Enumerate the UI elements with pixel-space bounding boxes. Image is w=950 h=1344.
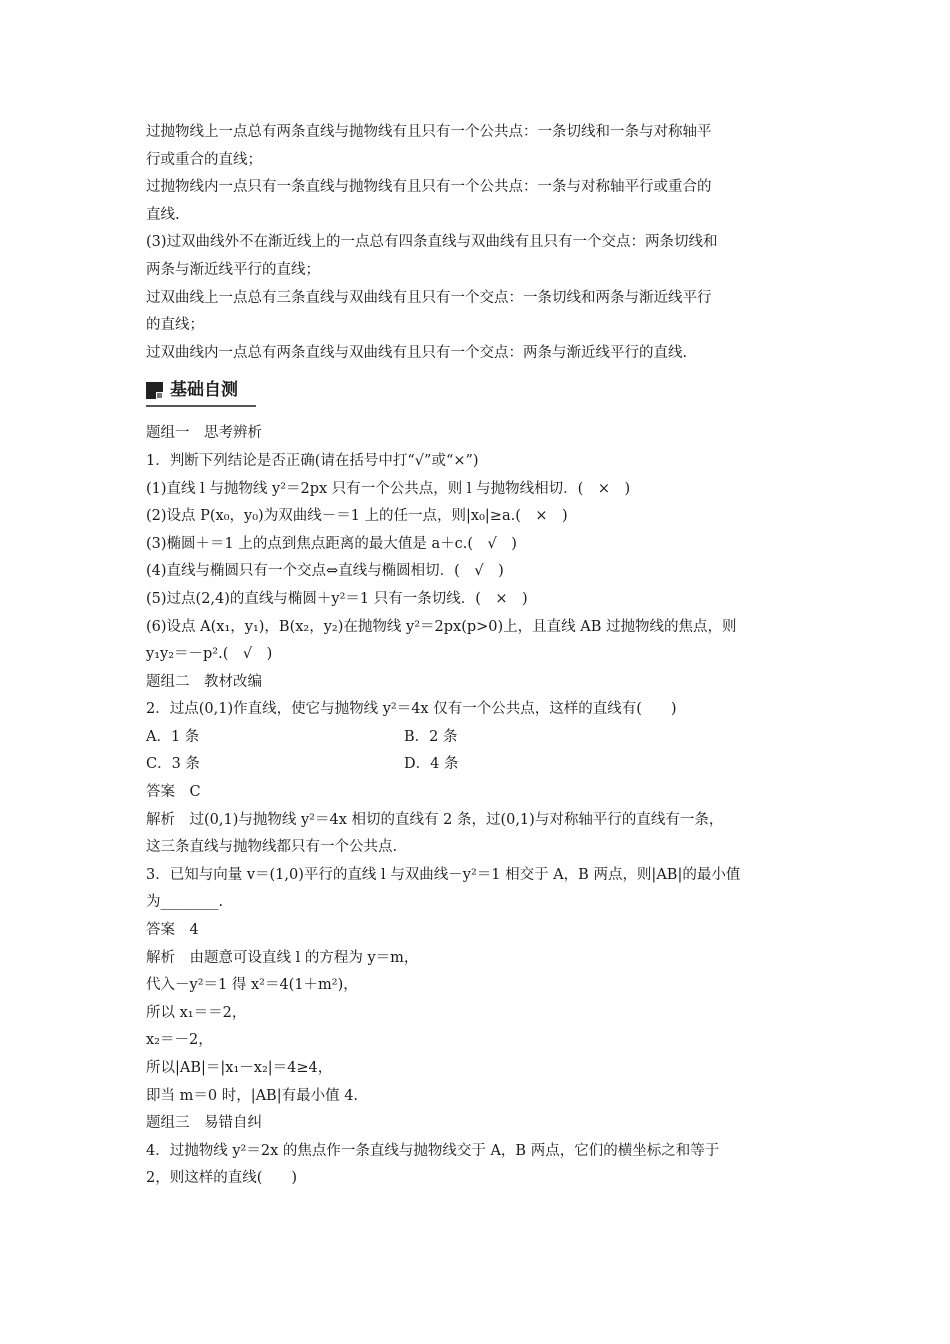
judgement-item: (6)设点 A(x₁，y₁)，B(x₂，y₂)在抛物线 y²＝2px(p>0)上，且直线 AB 过抛物线的焦点，则 — [146, 618, 737, 635]
intro-line: 过抛物线上一点总有两条直线与抛物线有且只有一个公共点：一条切线和一条与对称轴平 — [146, 124, 712, 140]
intro-line: 两条与渐近线平行的直线； — [146, 261, 320, 278]
analysis-line: 解析 由题意可设直线 l 的方程为 y＝m， — [146, 949, 419, 966]
question-three — [146, 862, 812, 1110]
group-title: 题组三 易错自纠 — [146, 1115, 262, 1132]
answer: 答案 C — [146, 784, 201, 801]
answer: 答案 4 — [146, 922, 199, 939]
document-page — [146, 119, 812, 1193]
intro-line: 的直线； — [146, 317, 204, 334]
judgement-item: y₁y₂＝－p².( √ ) — [146, 646, 273, 663]
option-a: A．1 条 — [146, 728, 200, 745]
options-row — [146, 751, 812, 779]
intro-line: 行或重合的直线； — [146, 151, 262, 168]
judgement-item: (3)椭圆＋＝1 上的点到焦点距离的最大值是 a＋c.( √ ) — [146, 535, 517, 552]
judgement-item: (2)设点 P(x₀，y₀)为双曲线－＝1 上的任一点，则|x₀|≥a.( × ) — [146, 508, 568, 525]
intro-line: 直线. — [146, 206, 180, 223]
section-marker-icon — [146, 382, 163, 399]
options-row — [146, 724, 812, 752]
intro-line: 过双曲线内一点总有两条直线与双曲线有且只有一个交点：两条与渐近线平行的直线. — [146, 344, 688, 361]
judgement-item: (5)过点(2,4)的直线与椭圆＋y²＝1 只有一条切线．( × ) — [146, 590, 528, 607]
group-two — [146, 669, 812, 862]
option-d: D．4 条 — [404, 756, 459, 773]
analysis-line: 这三条直线与抛物线都只有一个公共点. — [146, 839, 398, 856]
intro-line: 过双曲线上一点总有三条直线与双曲线有且只有一个交点：一条切线和两条与渐近线平行 — [146, 289, 712, 306]
judgement-item: (1)直线 l 与抛物线 y²＝2px 只有一个公共点，则 l 与抛物线相切．( × ) — [146, 480, 631, 497]
judgement-item: (4)直线与椭圆只有一个交点⇔直线与椭圆相切．( √ ) — [146, 563, 504, 580]
group-three — [146, 1110, 812, 1193]
group-title: 题组二 教材改编 — [146, 673, 262, 690]
question-3: 3．已知与向量 v＝(1,0)平行的直线 l 与双曲线－y²＝1 相交于 A，B 两点，则|AB|的最小值 — [146, 866, 741, 883]
question-2: 2．过点(0,1)作直线，使它与抛物线 y²＝4x 仅有一个公共点，这样的直线有( ) — [146, 701, 677, 718]
group-title: 题组一 思考辨析 — [146, 425, 262, 442]
question-4: 2，则这样的直线( ) — [146, 1170, 298, 1187]
question-4: 4．过抛物线 y²＝2x 的焦点作一条直线与抛物线交于 A，B 两点，它们的横坐标之和等于 — [146, 1142, 720, 1159]
question-3: 为________. — [146, 894, 224, 911]
analysis-line: 解析 过(0,1)与抛物线 y²＝4x 相切的直线有 2 条，过(0,1)与对称轴平行的直线有一条， — [146, 811, 724, 828]
section-title: 基础自测 — [170, 380, 238, 401]
analysis-line: 代入－y²＝1 得 x²＝4(1＋m²)， — [146, 977, 358, 994]
analysis-line: 所以 x₁＝＝2， — [146, 1004, 247, 1021]
analysis-line: 即当 m＝0 时，|AB|有最小值 4. — [146, 1087, 359, 1104]
option-b: B．2 条 — [404, 728, 458, 745]
group-one — [146, 420, 812, 668]
analysis-line: x₂＝－2， — [146, 1032, 213, 1049]
intro-line: (3)过双曲线外不在渐近线上的一点总有四条直线与双曲线有且只有一个交点：两条切线和 — [146, 234, 718, 251]
option-c: C．3 条 — [146, 756, 200, 773]
question-1: 1．判断下列结论是否正确(请在括号中打“√”或“×”) — [146, 452, 479, 469]
intro-paragraph — [146, 119, 812, 367]
analysis-line: 所以|AB|＝|x₁－x₂|＝4≥4， — [146, 1060, 333, 1076]
intro-line: 过抛物线内一点只有一条直线与抛物线有且只有一个公共点：一条与对称轴平行或重合的 — [146, 179, 712, 196]
section-underline — [146, 405, 256, 407]
section-heading — [146, 377, 812, 413]
